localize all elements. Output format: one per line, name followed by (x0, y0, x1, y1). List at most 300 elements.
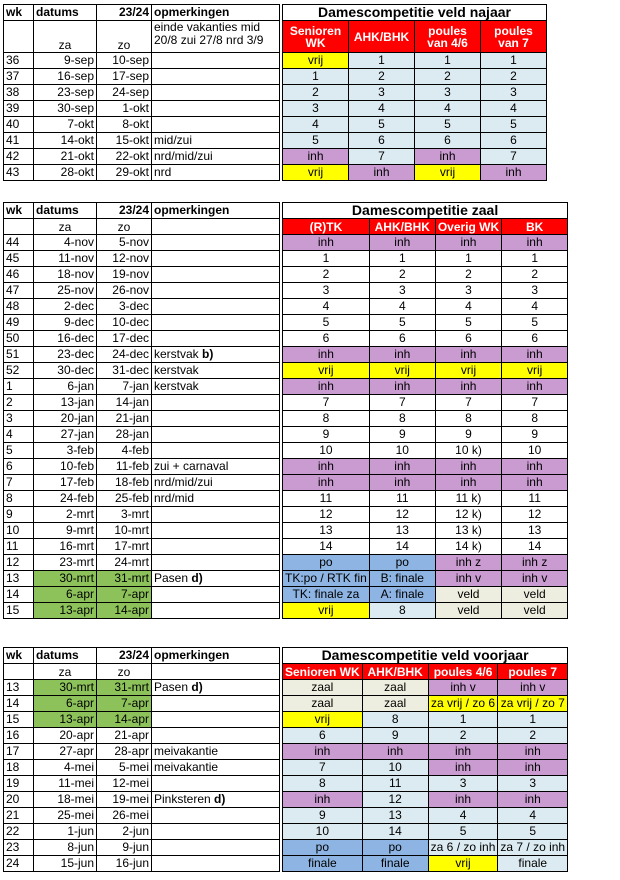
week-number: 5 (4, 443, 34, 459)
saturday-date: 13-apr (34, 603, 97, 619)
schedule-row (283, 744, 568, 760)
dates-header-row (4, 203, 280, 219)
category-header: AHK/BHK (369, 219, 435, 235)
week-number: 46 (4, 267, 34, 283)
week-sub (4, 664, 34, 680)
sunday-date: 11-feb (97, 459, 152, 475)
week-number: 41 (4, 133, 34, 149)
remark-cell (152, 251, 280, 267)
season-header: 23/24 (97, 5, 152, 21)
round-cell: 7 (283, 760, 363, 776)
week-number: 49 (4, 315, 34, 331)
week-number: 18 (4, 760, 34, 776)
remark-cell (152, 165, 280, 181)
saturday-date: 6-apr (34, 587, 97, 603)
remark-text: zui + carnaval (154, 459, 229, 473)
remark-cell (152, 744, 280, 760)
sunday-date: 14-apr (97, 603, 152, 619)
round-cell: 4 (498, 808, 568, 824)
day-subheader-row (4, 664, 280, 680)
sunday-date: 21-jan (97, 411, 152, 427)
round-cell: 1 (349, 53, 415, 69)
schedule-row (283, 539, 568, 555)
dates-header-row (4, 5, 280, 21)
round-cell: inh (283, 235, 370, 251)
category-header: poules van 4/6 (415, 21, 481, 53)
round-cell: 11 k) (435, 491, 501, 507)
week-number: 8 (4, 491, 34, 507)
round-cell: 13 (362, 808, 428, 824)
round-cell: 7 (502, 395, 568, 411)
round-cell: za 6 / zo inh (428, 840, 498, 856)
round-cell: po (283, 555, 370, 571)
date-row (4, 760, 280, 776)
saturday-date: 21-okt (34, 149, 97, 165)
date-row (4, 603, 280, 619)
round-cell: 6 (415, 133, 481, 149)
round-cell: 1 (428, 712, 498, 728)
remark-cell (152, 475, 280, 491)
date-row (4, 85, 280, 101)
dates-header: datums (34, 5, 97, 21)
week-number: 16 (4, 728, 34, 744)
round-cell: 3 (498, 776, 568, 792)
dates-header: datums (34, 203, 97, 219)
round-cell: 3 (502, 283, 568, 299)
sunday-date: 14-jan (97, 395, 152, 411)
round-cell: inh (369, 475, 435, 491)
round-cell: inh (362, 744, 428, 760)
saturday-date: 16-dec (34, 331, 97, 347)
round-cell: zaal (283, 680, 363, 696)
schedule-row (283, 680, 568, 696)
round-cell: 8 (502, 411, 568, 427)
sunday-date: 7-apr (97, 696, 152, 712)
remarks-sub (152, 219, 280, 235)
round-cell: 14 (362, 824, 428, 840)
saturday-date: 1-jun (34, 824, 97, 840)
sunday-date: 15-okt (97, 133, 152, 149)
schedule-row (283, 235, 568, 251)
week-number: 12 (4, 555, 34, 571)
week-number: 45 (4, 251, 34, 267)
remark-cell (152, 235, 280, 251)
saturday-date: 25-mei (34, 808, 97, 824)
round-cell: 3 (428, 776, 498, 792)
saturday-date: 18-nov (34, 267, 97, 283)
remark-text: nrd/mid (154, 491, 195, 505)
saturday-date: 23-dec (34, 347, 97, 363)
round-cell: 6 (369, 331, 435, 347)
round-cell: 6 (502, 331, 568, 347)
round-cell: 9 (435, 427, 501, 443)
round-cell: 13 k) (435, 523, 501, 539)
sunday-date: 17-dec (97, 331, 152, 347)
date-row (4, 149, 280, 165)
round-cell: 5 (283, 133, 349, 149)
round-cell: inh (415, 149, 481, 165)
remark-cell (152, 587, 280, 603)
remarks-header: opmerkingen (152, 648, 280, 664)
round-cell: 4 (283, 117, 349, 133)
schedule-row (283, 507, 568, 523)
round-cell: inh (283, 744, 363, 760)
section-title: Damescompetitie veld najaar (283, 5, 547, 21)
round-cell: finale (283, 856, 363, 872)
schedule-row (283, 603, 568, 619)
round-cell: vrij (283, 53, 349, 69)
section-title-row (283, 5, 547, 21)
week-number: 23 (4, 840, 34, 856)
week-number: 11 (4, 539, 34, 555)
dates-table-najaar (3, 4, 280, 181)
round-cell: inh (283, 149, 349, 165)
date-row (4, 728, 280, 744)
section-title: Damescompetitie zaal (283, 203, 568, 219)
date-row (4, 427, 280, 443)
week-number: 48 (4, 299, 34, 315)
round-cell: 1 (283, 69, 349, 85)
sunday-date: 1-okt (97, 101, 152, 117)
remark-cell (152, 443, 280, 459)
saturday-date: 16-mrt (34, 539, 97, 555)
remark-cell (152, 680, 280, 696)
date-row (4, 696, 280, 712)
schedule-row (283, 824, 568, 840)
sunday-date: 17-sep (97, 69, 152, 85)
category-header: BK (502, 219, 568, 235)
remark-cell (152, 539, 280, 555)
saturday-date: 28-okt (34, 165, 97, 181)
dates-table-zaal (3, 202, 280, 619)
schedule-row (283, 427, 568, 443)
round-cell: TK: finale za (283, 587, 370, 603)
round-cell: 4 (369, 299, 435, 315)
schedule-row (283, 475, 568, 491)
schedule-row (283, 299, 568, 315)
sunday-date: 5-mei (97, 760, 152, 776)
category-header: AHK/BHK (362, 664, 428, 680)
round-cell: inh (502, 347, 568, 363)
week-number: 10 (4, 523, 34, 539)
remark-cell (152, 379, 280, 395)
round-cell: 10 (362, 760, 428, 776)
round-cell: inh (369, 459, 435, 475)
date-row (4, 712, 280, 728)
schedule-row (283, 69, 547, 85)
round-cell: 5 (498, 824, 568, 840)
date-row (4, 856, 280, 872)
remark-text: nrd/mid/zui (154, 149, 213, 163)
saturday-date: 20-apr (34, 728, 97, 744)
week-number: 7 (4, 475, 34, 491)
round-cell: inh (435, 347, 501, 363)
round-cell: 9 (502, 427, 568, 443)
round-cell: 3 (349, 85, 415, 101)
week-number: 13 (4, 680, 34, 696)
saturday-date: 27-jan (34, 427, 97, 443)
round-cell: za vrij / zo 6 (428, 696, 498, 712)
week-number: 4 (4, 427, 34, 443)
remark-cell (152, 507, 280, 523)
week-number: 9 (4, 507, 34, 523)
round-cell: 7 (283, 395, 370, 411)
sunday-date: 24-mrt (97, 555, 152, 571)
remark-cell (152, 395, 280, 411)
date-row (4, 379, 280, 395)
schedule-row (283, 267, 568, 283)
remark-cell (152, 331, 280, 347)
date-row (4, 347, 280, 363)
date-row (4, 411, 280, 427)
round-cell: 5 (283, 315, 370, 331)
remark-cell (152, 840, 280, 856)
dates-header-row (4, 648, 280, 664)
schedule-row (283, 251, 568, 267)
schedule-row (283, 792, 568, 808)
sunday-date: 26-nov (97, 283, 152, 299)
saturday-date: 24-feb (34, 491, 97, 507)
round-cell: 10 (369, 443, 435, 459)
saturday-date: 14-okt (34, 133, 97, 149)
round-cell: vrij (415, 165, 481, 181)
saturday-date: 6-jan (34, 379, 97, 395)
category-header: poules 7 (498, 664, 568, 680)
remark-text: Pasen (154, 571, 189, 585)
category-header-row (283, 219, 568, 235)
saturday-date: 4-nov (34, 235, 97, 251)
sunday-date: 9-jun (97, 840, 152, 856)
round-cell: 5 (349, 117, 415, 133)
remark-footnote: d) (191, 680, 203, 694)
remark-text: Pasen (154, 680, 189, 694)
remark-cell (152, 696, 280, 712)
remark-text: mid/zui (154, 133, 193, 147)
sunday-date: 28-jan (97, 427, 152, 443)
saturday-date: 20-jan (34, 411, 97, 427)
round-cell: inh (498, 760, 568, 776)
round-cell: 5 (435, 315, 501, 331)
saturday-date: 17-feb (34, 475, 97, 491)
saturday-date: 6-apr (34, 696, 97, 712)
week-header: wk (4, 203, 34, 219)
saturday-date: 2-dec (34, 299, 97, 315)
round-cell: 4 (283, 299, 370, 315)
week-number: 43 (4, 165, 34, 181)
round-cell: 2 (428, 728, 498, 744)
remark-text: meivakantie (154, 744, 219, 758)
schedule-row (283, 443, 568, 459)
schedule-row (283, 411, 568, 427)
schedule-row (283, 117, 547, 133)
week-number: 13 (4, 571, 34, 587)
schedule-row (283, 459, 568, 475)
category-header: Senioren WK (283, 21, 349, 53)
remarks-sub: einde vakanties mid 20/8 zui 27/8 nrd 3/9 (152, 21, 280, 53)
schedule-row (283, 760, 568, 776)
sunday-date: 8-okt (97, 117, 152, 133)
round-cell: 14 k) (435, 539, 501, 555)
round-cell: 8 (362, 712, 428, 728)
schedule-row (283, 523, 568, 539)
round-cell: 6 (349, 133, 415, 149)
remark-cell (152, 299, 280, 315)
round-cell: 8 (369, 411, 435, 427)
week-number: 42 (4, 149, 34, 165)
saturday-date: 30-mrt (34, 680, 97, 696)
round-cell: zaal (283, 696, 363, 712)
round-cell: finale (498, 856, 568, 872)
schedule-row (283, 363, 568, 379)
round-cell: vrij (283, 363, 370, 379)
remark-text: nrd/mid/zui (154, 475, 213, 489)
category-header: AHK/BHK (349, 21, 415, 53)
round-cell: 2 (283, 85, 349, 101)
sunday-date: 26-mei (97, 808, 152, 824)
remark-cell (152, 808, 280, 824)
round-cell: inh v (435, 571, 501, 587)
round-cell: za 7 / zo inh (498, 840, 568, 856)
round-cell: 7 (349, 149, 415, 165)
week-number: 15 (4, 603, 34, 619)
round-cell: inh v (428, 680, 498, 696)
remark-cell (152, 760, 280, 776)
remark-cell (152, 603, 280, 619)
round-cell: 13 (283, 523, 370, 539)
date-row (4, 491, 280, 507)
saturday-date: 3-feb (34, 443, 97, 459)
date-row (4, 824, 280, 840)
remark-footnote: d) (191, 571, 203, 585)
week-number: 6 (4, 459, 34, 475)
category-header: poules van 7 (481, 21, 547, 53)
remark-footnote: d) (214, 792, 226, 806)
round-cell: 2 (283, 267, 370, 283)
round-cell: inh (283, 459, 370, 475)
round-cell: 9 (283, 427, 370, 443)
week-header: wk (4, 5, 34, 21)
schedule-row (283, 840, 568, 856)
sunday-date: 4-feb (97, 443, 152, 459)
remark-cell (152, 459, 280, 475)
round-cell: 8 (283, 776, 363, 792)
round-cell: inh (502, 459, 568, 475)
round-cell: inh (369, 235, 435, 251)
remark-cell (152, 85, 280, 101)
schedule-row (283, 712, 568, 728)
date-row (4, 443, 280, 459)
round-cell: inh (428, 744, 498, 760)
week-number: 14 (4, 696, 34, 712)
round-cell: po (362, 840, 428, 856)
round-cell: inh (283, 792, 363, 808)
schedule-row (283, 776, 568, 792)
saturday-date: 27-apr (34, 744, 97, 760)
round-cell: 2 (349, 69, 415, 85)
sunday-date: 2-jun (97, 824, 152, 840)
round-cell: inh (498, 744, 568, 760)
saturday-date: 9-sep (34, 53, 97, 69)
date-row (4, 331, 280, 347)
day-subheader-row (4, 21, 280, 53)
date-row (4, 475, 280, 491)
week-number: 3 (4, 411, 34, 427)
round-cell: inh (502, 475, 568, 491)
saturday-date: 2-mrt (34, 507, 97, 523)
sunday-date: 10-mrt (97, 523, 152, 539)
round-cell: po (369, 555, 435, 571)
remark-text: nrd (154, 165, 172, 179)
date-row (4, 555, 280, 571)
round-cell: 4 (349, 101, 415, 117)
saturday-date: 16-sep (34, 69, 97, 85)
round-cell: 5 (369, 315, 435, 331)
week-number: 2 (4, 395, 34, 411)
round-cell: 3 (369, 283, 435, 299)
round-cell: 4 (502, 299, 568, 315)
category-header: Overig WK (435, 219, 501, 235)
round-cell: inh (435, 235, 501, 251)
date-row (4, 507, 280, 523)
date-row (4, 523, 280, 539)
round-cell: 7 (369, 395, 435, 411)
date-row (4, 459, 280, 475)
sunday-date: 14-apr (97, 712, 152, 728)
sunday-label: zo (97, 219, 152, 235)
remark-cell (152, 776, 280, 792)
date-row (4, 776, 280, 792)
remark-cell (152, 117, 280, 133)
round-cell: 13 (369, 523, 435, 539)
sunday-date: 22-okt (97, 149, 152, 165)
round-cell: 11 (502, 491, 568, 507)
section-title-row (283, 203, 568, 219)
saturday-date: 9-mrt (34, 523, 97, 539)
saturday-date: 9-dec (34, 315, 97, 331)
schedule-row (283, 728, 568, 744)
date-row (4, 165, 280, 181)
schedule-row (283, 53, 547, 69)
remarks-header: opmerkingen (152, 5, 280, 21)
category-header-row (283, 21, 547, 53)
schedule-row (283, 133, 547, 149)
sunday-date: 5-nov (97, 235, 152, 251)
schedule-row (283, 347, 568, 363)
remark-cell (152, 571, 280, 587)
round-cell: 1 (435, 251, 501, 267)
round-cell: 10 k) (435, 443, 501, 459)
sunday-date: 28-apr (97, 744, 152, 760)
remark-cell (152, 133, 280, 149)
round-cell: A: finale (369, 587, 435, 603)
round-cell: 6 (481, 133, 547, 149)
remark-cell (152, 347, 280, 363)
remarks-sub (152, 664, 280, 680)
remark-cell (152, 523, 280, 539)
category-header: (R)TK (283, 219, 370, 235)
round-cell: 9 (362, 728, 428, 744)
saturday-label: za (34, 21, 97, 53)
category-header: poules 4/6 (428, 664, 498, 680)
week-number: 47 (4, 283, 34, 299)
week-number: 1 (4, 379, 34, 395)
round-cell: inh (502, 379, 568, 395)
sunday-date: 29-okt (97, 165, 152, 181)
round-cell: 1 (369, 251, 435, 267)
round-cell: 14 (502, 539, 568, 555)
date-row (4, 69, 280, 85)
round-cell: inh (435, 459, 501, 475)
